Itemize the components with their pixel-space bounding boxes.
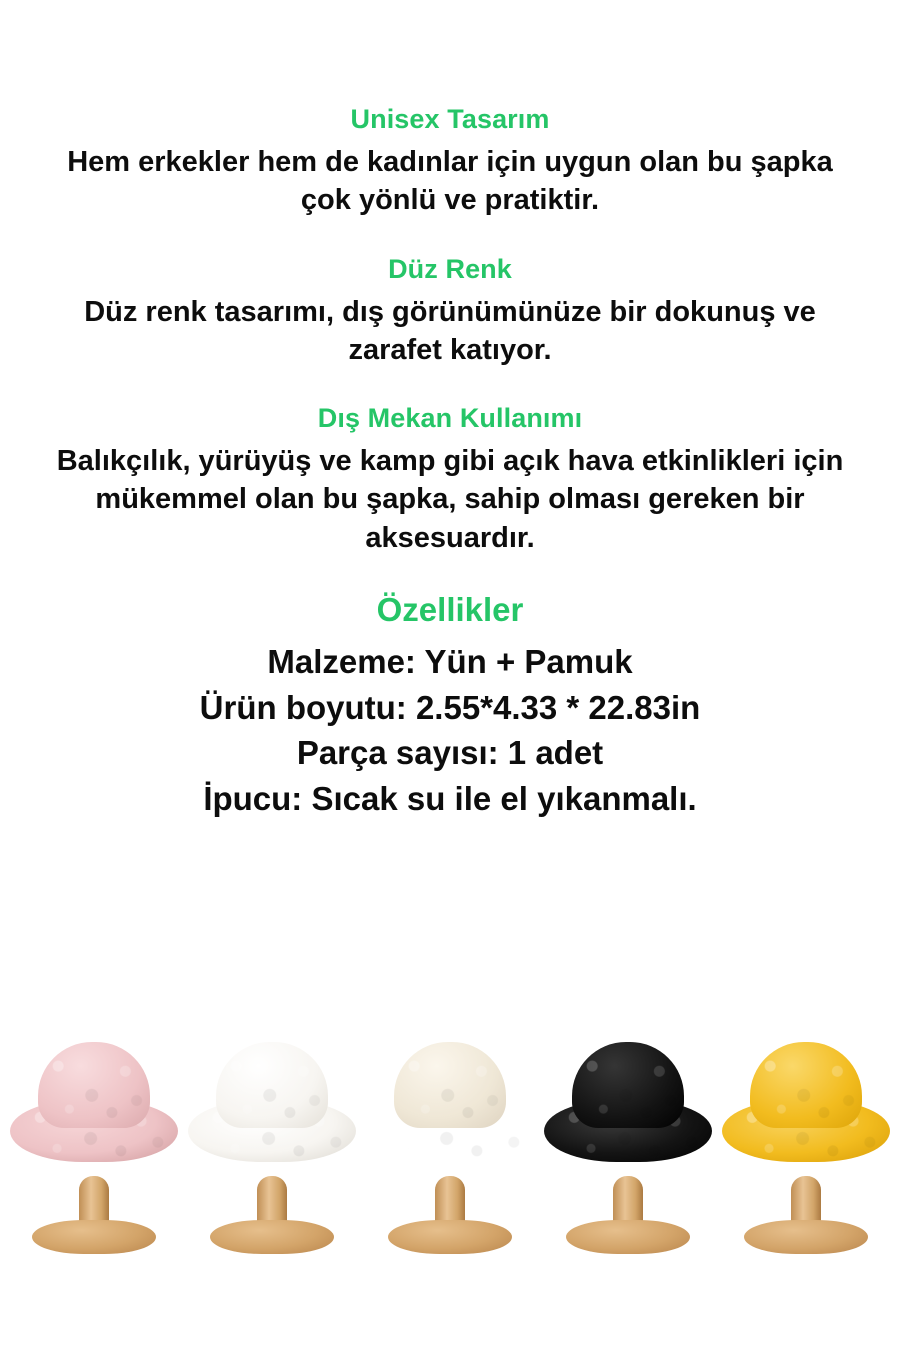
feature-section-unisex xyxy=(28,104,872,220)
hat-stand xyxy=(388,1180,512,1254)
cream-bucket-hat xyxy=(366,1030,534,1162)
product-photo-white xyxy=(184,1024,360,1254)
yellow-bucket-hat xyxy=(722,1030,890,1162)
feature-body-outdoor: Balıkçılık, yürüyüş ve kamp gibi açık hava etkinlikleri için mükemmel olan bu şapka, sahip olması gereken bir aksesuardır. xyxy=(56,445,844,554)
specifications-block xyxy=(28,591,872,821)
hat-stand xyxy=(744,1180,868,1254)
feature-body-unisex: Hem erkekler hem de kadınlar için uygun olan bu şapka çok yönlü ve pratiktir. xyxy=(67,146,833,217)
feature-section-solid-color xyxy=(28,254,872,370)
spec-piece-count: Parça sayısı: 1 adet xyxy=(296,734,604,772)
feature-section-outdoor xyxy=(28,403,872,557)
spec-product-size: Ürün boyutu: 2.55*4.33 * 22.83in xyxy=(199,688,701,726)
spec-material: Malzeme: Yün + Pamuk xyxy=(267,643,633,680)
pink-bucket-hat xyxy=(10,1030,178,1162)
product-photo-cream xyxy=(362,1024,538,1254)
hat-stand xyxy=(210,1180,334,1254)
product-photo-pink xyxy=(6,1024,182,1254)
hat-stand xyxy=(566,1180,690,1254)
black-bucket-hat xyxy=(544,1030,712,1162)
white-bucket-hat xyxy=(188,1030,356,1162)
product-photo-black xyxy=(540,1024,716,1254)
product-photo-yellow xyxy=(718,1024,894,1254)
feature-title-solid-color: Düz Renk xyxy=(388,253,512,284)
hat-stand xyxy=(32,1180,156,1254)
feature-title-unisex: Unisex Tasarım xyxy=(350,104,550,134)
specifications-title: Özellikler xyxy=(376,591,524,628)
spec-care-tip: İpucu: Sıcak su ile el yıkanmalı. xyxy=(203,779,697,817)
product-color-gallery xyxy=(0,1020,900,1350)
feature-body-solid-color: Düz renk tasarımı, dış görünümünüze bir dokunuş ve zarafet katıyor. xyxy=(84,295,816,366)
feature-title-outdoor: Dış Mekan Kullanımı xyxy=(317,403,583,434)
